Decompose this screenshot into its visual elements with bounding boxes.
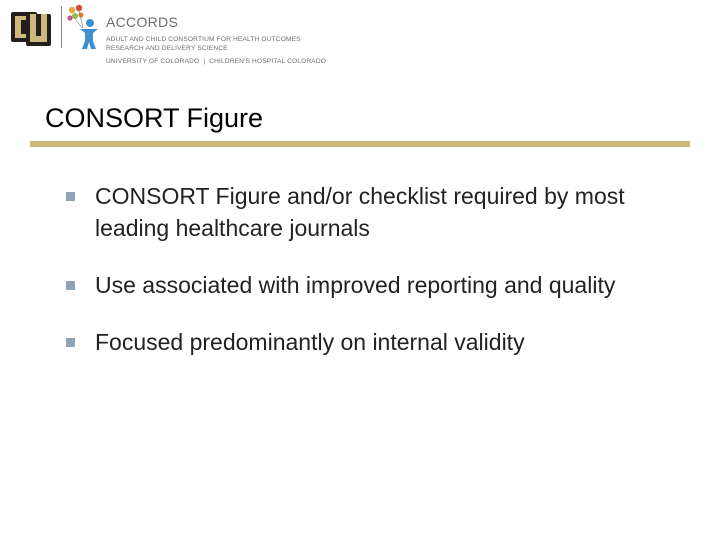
square-bullet-icon (66, 192, 75, 201)
org-subtitle-line: RESEARCH AND DELIVERY SCIENCE (106, 45, 228, 52)
bullet-item (66, 269, 666, 301)
cu-logo-icon (10, 6, 52, 50)
bullet-text: Use associated with improved reporting and quality (95, 272, 616, 298)
affiliation (106, 57, 326, 66)
affiliation-left: UNIVERSITY OF COLORADO (106, 58, 200, 65)
bullet-text: Focused predominantly on internal validity (95, 329, 525, 355)
org-subtitle (106, 35, 301, 53)
bullet-item (66, 326, 666, 358)
slide-header (0, 0, 720, 70)
bullet-text: CONSORT Figure and/or checklist required by most leading healthcare journals (95, 183, 625, 241)
title-underline (30, 141, 690, 147)
square-bullet-icon (66, 338, 75, 347)
square-bullet-icon (66, 281, 75, 290)
slide-title: CONSORT Figure (45, 103, 264, 133)
bullet-list (66, 180, 666, 383)
affiliation-right: CHILDREN'S HOSPITAL COLORADO (209, 58, 327, 65)
accords-logo-icon (66, 4, 100, 50)
bullet-item (66, 180, 666, 244)
org-subtitle-line: ADULT AND CHILD CONSORTIUM FOR HEALTH OUTCOMES (106, 36, 301, 43)
org-name: ACCORDS (106, 14, 179, 30)
affiliation-separator: | (203, 58, 206, 65)
header-divider (61, 6, 62, 48)
